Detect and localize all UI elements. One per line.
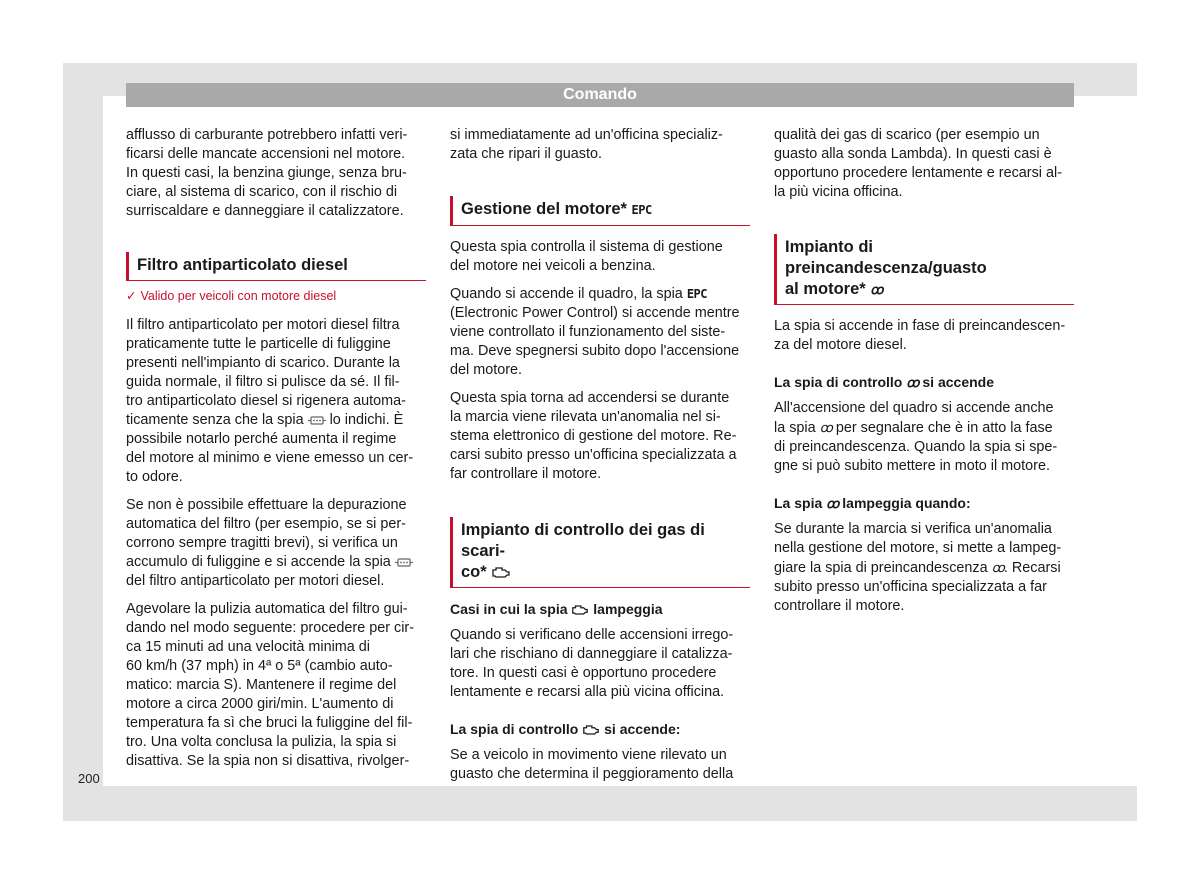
glow-plug-icon: ꝏ [819, 420, 832, 435]
validity-note: ✓ Valido per veicoli con motore diesel [126, 289, 337, 303]
glow-plug-icon: ꝏ [870, 282, 883, 297]
paragraph: afflusso di carburante potrebbero infatti veri- ficarsi delle mancate accensioni nel motore. In questi casi, la benzina giunge, senza bru- ciare, al sistema di scarico, con il rischio di surriscaldare e danneggiare il catalizzatore. [126, 127, 408, 219]
engine-check-icon [582, 724, 600, 736]
paragraph: Agevolare la pulizia automatica del filtro gui- dando nel modo seguente: procedere per cir- ca 15 minuti ad una velocità minima di 60 km/h (37 mph) in 4ª o 5ª (cambio auto- matico: marcia S). Mantenere il regime del motore a circa 2000 giri/min. L'aumento di temperatura fa sì che bruci la fuliggine del fil- tro. Una volta conclusa la pulizia, la spia si disattiva. Se la spia non si disattiva, rivolger- [126, 601, 414, 769]
subheading-lights-up: La spia di controllo ꝏ si accende [774, 374, 994, 390]
paragraph: Se non è possibile effettuare la depurazione automatica del filtro (per esempio, se si per- corrono sempre tragitti brevi), si verifica un accumulo di fuliggine e si accende la spia del filtro antiparticolato per motori diesel. [126, 496, 426, 591]
subheading-flashing: La spia ꝏ lampeggia quando: [774, 495, 971, 511]
subheading-lights-up: La spia di controllo si accende: [450, 721, 681, 737]
glow-plug-icon: ꝏ [826, 496, 839, 511]
heading-exhaust-control: Impianto di controllo dei gas di scari- co* [450, 517, 750, 588]
paragraph: La spia si accende in fase di preincandescen- za del motore diesel. [774, 318, 1066, 353]
section-header: Comando [126, 83, 1074, 107]
column-3 [774, 126, 1074, 625]
paragraph: Questa spia controlla il sistema di gestione del motore nei veicoli a benzina. [450, 239, 723, 274]
paragraph: All'accensione del quadro si accende anche la spia ꝏ per segnalare che è in atto la fase di preincandescenza. Quando la spia si spe- gne si può subito mettere in moto il motore. [774, 400, 1058, 474]
heading-glow-plug: Impianto di preincandescenza/guasto al motore* ꝏ [774, 234, 1074, 305]
engine-check-icon [491, 566, 511, 579]
engine-check-icon [571, 604, 589, 616]
epc-icon: EPC [631, 203, 652, 217]
glow-plug-icon: ꝏ [991, 560, 1004, 575]
page-number: 200 [78, 771, 100, 786]
paragraph: qualità dei gas di scarico (per esempio un guasto alla sonda Lambda). In questi casi è opportuno procedere lentamente e recarsi al- la più vicina officina. [774, 127, 1062, 200]
paragraph: Se a veicolo in movimento viene rilevato un guasto che determina il peggioramento della [450, 747, 734, 782]
subheading-flashing: Casi in cui la spia lampeggia [450, 601, 663, 617]
paragraph: si immediatamente ad un'officina specializ- zata che ripari il guasto. [450, 127, 723, 162]
epc-icon: EPC [686, 287, 707, 301]
column-2 [450, 126, 750, 793]
paragraph: Il filtro antiparticolato per motori diesel filtra praticamente tutte le particelle di fuliggine presenti nell'impianto di scarico. Durante la guida normale, il filtro si pulisce da sé. Il fil- tro antiparticolato diesel si rigenera automa- ticamente senza che la spia lo indichi. È possibile notarlo perché aumenta il regime del motore al minimo e viene emesso un cer- to odore. [126, 317, 414, 485]
glow-plug-icon: ꝏ [906, 375, 919, 390]
paragraph: Se durante la marcia si verifica un'anomalia nella gestione del motore, si mette a lampeg- giare la spia di preincandescenza ꝏ. Recarsi subito presso un'officina specializzata a far controllare il motore. [774, 521, 1062, 614]
paragraph: Questa spia torna ad accendersi se durante la marcia viene rilevata un'anomalia nel si- stema elettronico di gestione del motore. Re- carsi subito presso un'officina specializzata a far controllare il motore. [450, 390, 737, 482]
heading-engine-management: Gestione del motore* EPC [450, 196, 750, 226]
diesel-particulate-filter-icon [395, 557, 413, 568]
diesel-particulate-filter-icon [308, 415, 326, 426]
check-icon: ✓ [126, 289, 137, 303]
paragraph: Quando si accende il quadro, la spia EPC (Electronic Power Control) si accende mentre viene controllato il funzionamento del siste- ma. Deve spegnersi subito dopo l'accensione del motore. [450, 286, 740, 378]
heading-diesel-particulate-filter: Filtro antiparticolato diesel [126, 252, 426, 281]
paragraph: Quando si verificano delle accensioni irrego- lari che rischiano di danneggiare il catalizza- tore. In questi casi è opportuno procedere lentamente e recarsi alla più vicina officina. [450, 627, 734, 700]
column-1 [126, 126, 426, 780]
